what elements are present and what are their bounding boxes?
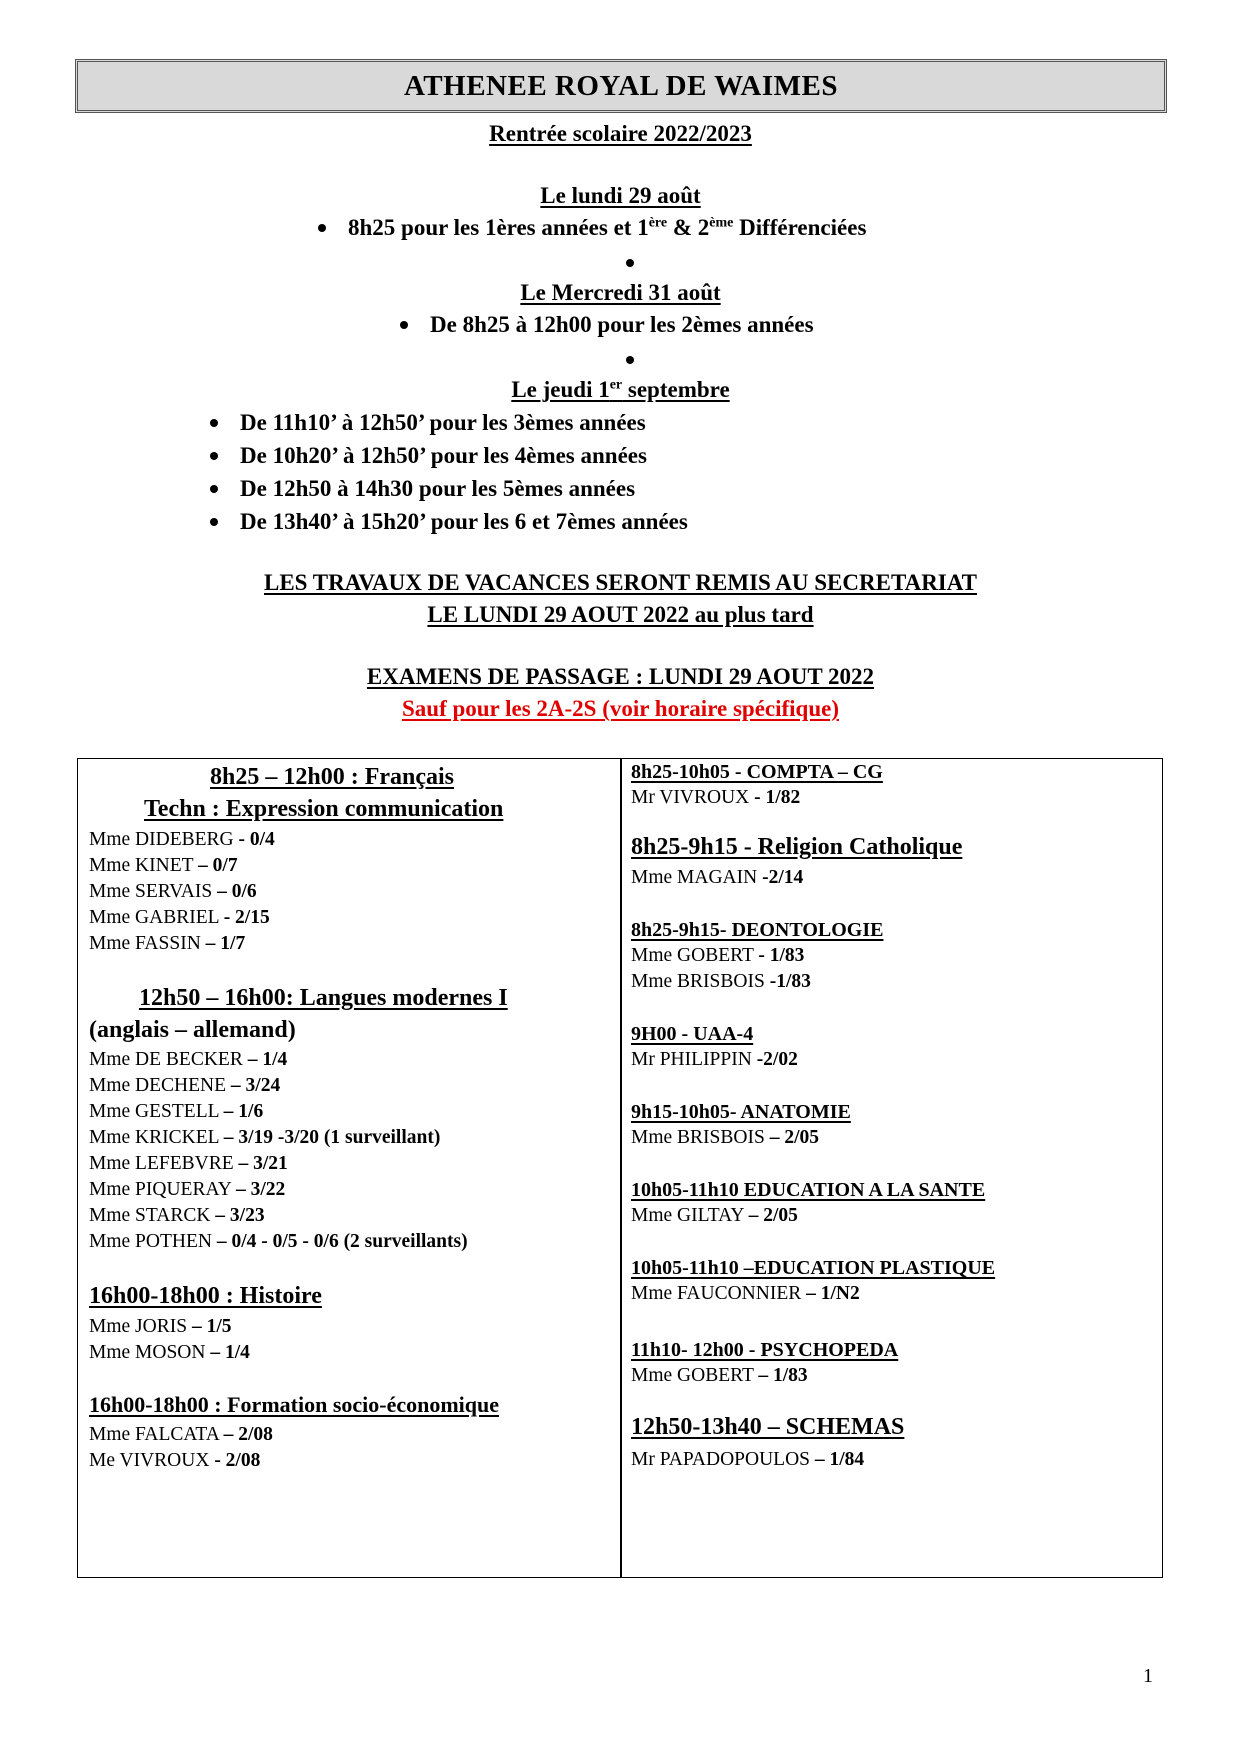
- bullet-icon: [400, 321, 408, 329]
- list-item: Mme GOBERT – 1/83: [631, 1365, 808, 1386]
- section-heading: 8h25-10h05 - COMPTA – CG: [631, 761, 883, 783]
- section-heading: 12h50-13h40 – SCHEMAS: [631, 1414, 905, 1440]
- list-item: Mme FASSIN – 1/7: [89, 933, 246, 954]
- list-item: Mme DE BECKER – 1/4: [89, 1049, 288, 1070]
- notice-line: LES TRAVAUX DE VACANCES SERONT REMIS AU SECRETARIAT: [264, 570, 977, 595]
- exams-exception: Sauf pour les 2A-2S (voir horaire spécifique): [401, 696, 839, 721]
- list-item: Mme GILTAY – 2/05: [631, 1205, 798, 1226]
- bullet-icon: [318, 224, 326, 232]
- list-item: Mme GOBERT - 1/83: [631, 945, 805, 966]
- notice-line: LE LUNDI 29 AOUT 2022 au plus tard: [427, 602, 814, 627]
- list-item: Mme POTHEN – 0/4 - 0/5 - 0/6 (2 surveillants): [89, 1231, 468, 1252]
- section-heading: 10h05-11h10 EDUCATION A LA SANTE: [631, 1179, 986, 1201]
- section-heading: 16h00-18h00 : Formation socio-économique: [89, 1392, 500, 1417]
- list-item: Me VIVROUX - 2/08: [89, 1450, 261, 1471]
- list-item: Mme BRISBOIS – 2/05: [631, 1127, 819, 1148]
- list-item: Mme GESTELL – 1/6: [89, 1101, 264, 1122]
- bullet-icon: [210, 452, 218, 460]
- column-divider: [620, 759, 622, 1577]
- section-heading: 8h25-9h15- DEONTOLOGIE: [631, 919, 884, 941]
- day3-item: De 12h50 à 14h30 pour les 5èmes années: [210, 476, 635, 502]
- list-item: Mme MOSON – 1/4: [89, 1342, 250, 1363]
- list-item: Mme MAGAIN -2/14: [631, 867, 804, 888]
- day2-item: De 8h25 à 12h00 pour les 2èmes années: [400, 312, 814, 338]
- section-subheading: Techn : Expression communication: [144, 796, 504, 822]
- section-subheading: (anglais – allemand): [89, 1017, 296, 1043]
- section-heading: 16h00-18h00 : Histoire: [89, 1283, 322, 1309]
- section-heading: 11h10- 12h00 - PSYCHOPEDA: [631, 1339, 899, 1361]
- list-item: Mme KINET – 0/7: [89, 855, 238, 876]
- list-item: Mme DECHENE – 3/24: [89, 1075, 281, 1096]
- page-number: 1: [1143, 1665, 1153, 1687]
- school-title: ATHENEE ROYAL DE WAIMES: [404, 69, 838, 102]
- day2-heading: Le Mercredi 31 août: [520, 280, 721, 305]
- list-item: Mr PHILIPPIN -2/02: [631, 1049, 798, 1070]
- section-heading: 10h05-11h10 –EDUCATION PLASTIQUE: [631, 1257, 996, 1279]
- day3-item: De 11h10’ à 12h50’ pour les 3èmes années: [210, 410, 646, 436]
- day1-item: 8h25 pour les 1ères années et 1ère & 2ème Différenciées: [318, 215, 866, 241]
- bullet-icon: [626, 259, 634, 267]
- day3-item: De 13h40’ à 15h20’ pour les 6 et 7èmes années: [210, 509, 688, 535]
- day1-heading: Le lundi 29 août: [540, 183, 701, 208]
- day3-heading: Le jeudi 1er septembre: [511, 377, 730, 402]
- list-item: Mme JORIS – 1/5: [89, 1316, 232, 1337]
- bullet-icon: [626, 356, 634, 364]
- section-heading: 12h50 – 16h00: Langues modernes I: [139, 985, 508, 1011]
- bullet-icon: [210, 518, 218, 526]
- list-item: Mme KRICKEL – 3/19 -3/20 (1 surveillant): [89, 1127, 441, 1148]
- section-heading: 8h25 – 12h00 : Français: [210, 764, 455, 790]
- list-item: Mr VIVROUX - 1/82: [631, 787, 801, 808]
- list-item: Mme FAUCONNIER – 1/N2: [631, 1283, 860, 1304]
- list-item: Mme GABRIEL - 2/15: [89, 907, 270, 928]
- bullet-icon: [210, 485, 218, 493]
- section-heading: 8h25-9h15 - Religion Catholique: [631, 834, 963, 860]
- bullet-icon: [210, 419, 218, 427]
- day3-item: De 10h20’ à 12h50’ pour les 4èmes années: [210, 443, 647, 469]
- exam-table: [77, 758, 1163, 1578]
- school-year: Rentrée scolaire 2022/2023: [489, 121, 752, 146]
- section-heading: 9h15-10h05- ANATOMIE: [631, 1101, 851, 1123]
- title-box: [75, 59, 1167, 113]
- list-item: Mme STARCK – 3/23: [89, 1205, 265, 1226]
- section-heading: 9H00 - UAA-4: [631, 1023, 754, 1045]
- list-item: Mme PIQUERAY – 3/22: [89, 1179, 286, 1200]
- list-item: Mme SERVAIS – 0/6: [89, 881, 257, 902]
- list-item: Mr PAPADOPOULOS – 1/84: [631, 1449, 865, 1470]
- list-item: Mme LEFEBVRE – 3/21: [89, 1153, 288, 1174]
- list-item: Mme DIDEBERG - 0/4: [89, 829, 275, 850]
- list-item: Mme BRISBOIS -1/83: [631, 971, 811, 992]
- list-item: Mme FALCATA – 2/08: [89, 1424, 273, 1445]
- exams-heading: EXAMENS DE PASSAGE : LUNDI 29 AOUT 2022: [366, 664, 875, 689]
